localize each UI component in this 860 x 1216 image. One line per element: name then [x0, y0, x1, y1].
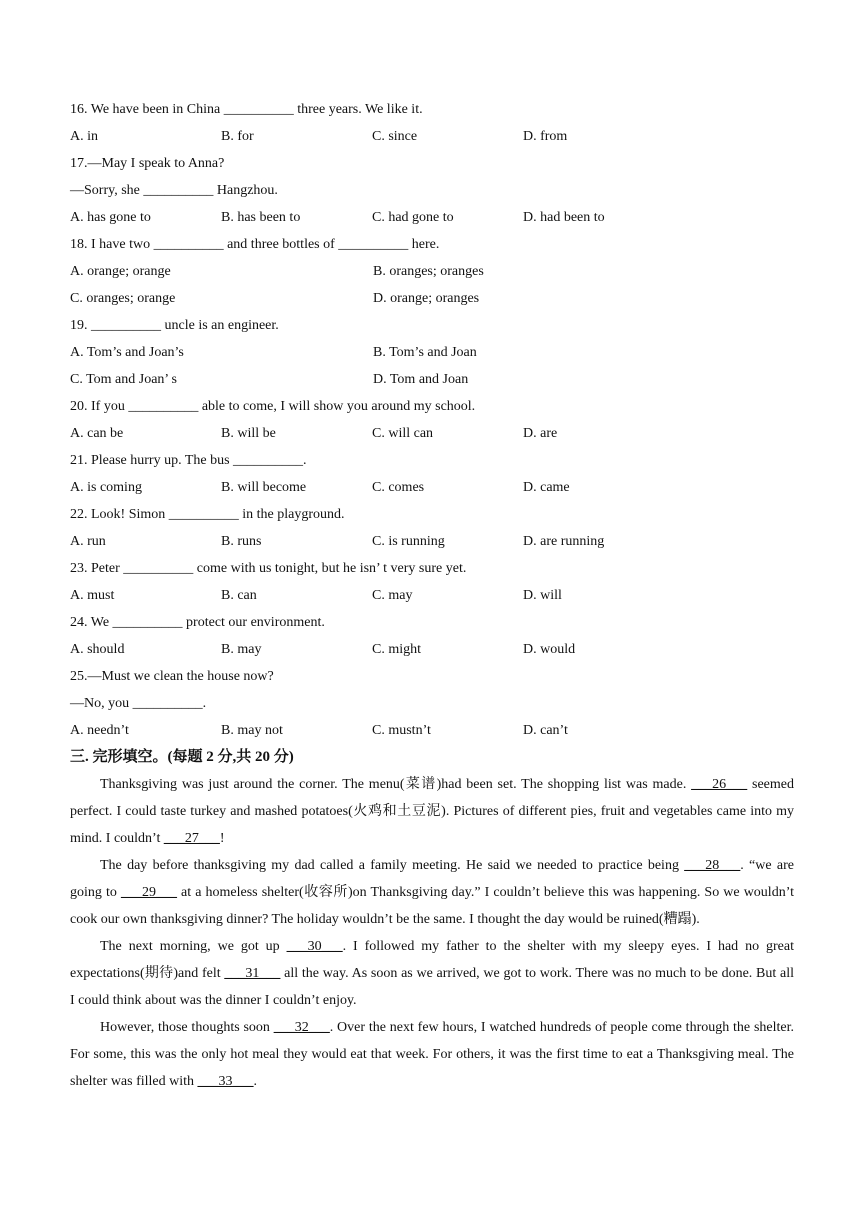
option-a[interactable]: A. is coming: [70, 480, 142, 495]
option-c[interactable]: C. will can: [372, 426, 434, 441]
paragraph-text: !: [219, 831, 225, 846]
option-a[interactable]: A. should: [70, 642, 125, 657]
options-row: [70, 204, 794, 231]
blank-33[interactable]: ___33___: [197, 1074, 254, 1089]
blank-27[interactable]: ___27___: [163, 831, 220, 846]
question-stem: 16. We have been in China __________ three years. We like it.: [70, 102, 423, 117]
option-b[interactable]: B. runs: [221, 534, 262, 549]
question-stem: 24. We __________ protect our environment.: [70, 615, 325, 630]
option-c[interactable]: C. mustn’t: [372, 723, 431, 738]
option-b[interactable]: B. may not: [221, 723, 283, 738]
question-stem-line2: —No, you __________.: [70, 696, 207, 711]
options-row: [70, 366, 794, 393]
paragraph-text: seemed perfect. I could taste turkey and mashed potatoes(火鸡和土豆泥). Pictures of different pies, fruit and vegetables came into my mind. I couldn’t: [70, 777, 794, 846]
options-row: [70, 420, 794, 447]
paragraph-text: The day before thanksgiving my dad called a family meeting. He said we needed to practice being: [100, 858, 685, 873]
option-d[interactable]: D. from: [523, 129, 568, 144]
option-c[interactable]: C. since: [372, 129, 418, 144]
options-row: [70, 258, 794, 285]
option-b[interactable]: B. will become: [221, 480, 307, 495]
blank-32[interactable]: ___32___: [273, 1020, 330, 1035]
blank-31[interactable]: ___31___: [224, 966, 281, 981]
blank-26[interactable]: ___26___: [691, 777, 748, 792]
question-stem: 22. Look! Simon __________ in the playground.: [70, 507, 345, 522]
option-a[interactable]: A. can be: [70, 426, 124, 441]
option-a[interactable]: A. run: [70, 534, 106, 549]
option-a[interactable]: A. must: [70, 588, 115, 603]
option-c[interactable]: C. Tom and Joan’ s: [70, 372, 177, 387]
question-stem: 25.—Must we clean the house now?: [70, 669, 274, 684]
question-stem: 20. If you __________ able to come, I will show you around my school.: [70, 399, 476, 414]
option-a[interactable]: A. in: [70, 129, 98, 144]
option-d[interactable]: D. orange; oranges: [373, 291, 480, 306]
question-stem-line2: —Sorry, she __________ Hangzhou.: [70, 183, 278, 198]
question-stem: 23. Peter __________ come with us tonight, but he isn’ t very sure yet.: [70, 561, 467, 576]
paragraph-text: The next morning, we got up: [100, 939, 287, 954]
blank-30[interactable]: ___30___: [286, 939, 343, 954]
option-c[interactable]: C. had gone to: [372, 210, 454, 225]
option-d[interactable]: D. had been to: [523, 210, 605, 225]
option-a[interactable]: A. has gone to: [70, 210, 151, 225]
options-row: [70, 123, 794, 150]
paragraph-text: . Over the next few hours, I watched hundreds of people come through the shelter. For some, this was the only hot meal they would eat that week. For others, it was the first time to eat a Thanksgiving meal. The shelter was filled with: [70, 1020, 795, 1089]
exam-page: [70, 96, 794, 1095]
paragraph-text: all the way. As soon as we arrived, we got to work. There was no much to be done. But all I could think about was the dinner I couldn’t enjoy.: [70, 966, 794, 1008]
options-row: [70, 339, 794, 366]
option-c[interactable]: C. is running: [372, 534, 445, 549]
option-a[interactable]: A. Tom’s and Joan’s: [70, 345, 184, 360]
option-c[interactable]: C. may: [372, 588, 413, 603]
option-d[interactable]: D. can’t: [523, 723, 568, 738]
option-a[interactable]: A. needn’t: [70, 723, 129, 738]
paragraph-text: . I followed my father to the shelter with my sleepy eyes. I had no great expectations(期待)and felt: [70, 939, 794, 981]
cloze-paragraph: [70, 852, 794, 933]
paragraph-text: . “we are going to: [70, 858, 794, 900]
paragraph-text: However, those thoughts soon: [100, 1020, 274, 1035]
option-d[interactable]: D. would: [523, 642, 576, 657]
option-d[interactable]: D. will: [523, 588, 562, 603]
option-d[interactable]: D. are running: [523, 534, 605, 549]
options-row: [70, 636, 794, 663]
option-c[interactable]: C. oranges; orange: [70, 291, 176, 306]
option-d[interactable]: D. Tom and Joan: [373, 372, 469, 387]
option-a[interactable]: A. orange; orange: [70, 264, 171, 279]
option-b[interactable]: B. for: [221, 129, 254, 144]
option-d[interactable]: D. came: [523, 480, 570, 495]
option-d[interactable]: D. are: [523, 426, 558, 441]
question-stem: 21. Please hurry up. The bus __________.: [70, 453, 307, 468]
blank-29[interactable]: ___29___: [120, 885, 177, 900]
option-b[interactable]: B. has been to: [221, 210, 301, 225]
option-c[interactable]: C. comes: [372, 480, 425, 495]
question-stem: 17.—May I speak to Anna?: [70, 156, 225, 171]
paragraph-text: at a homeless shelter(收容所)on Thanksgiving day.” I couldn’t believe this was happening. So we wouldn’t cook our own thanksgiving dinner? The holiday wouldn’t be the same. I thought the day would be ruined(糟蹋).: [70, 885, 794, 927]
section-title: 三. 完形填空。(每题 2 分,共 20 分): [70, 749, 294, 765]
option-b[interactable]: B. may: [221, 642, 262, 657]
blank-28[interactable]: ___28___: [684, 858, 741, 873]
option-b[interactable]: B. can: [221, 588, 257, 603]
option-b[interactable]: B. Tom’s and Joan: [373, 345, 477, 360]
option-b[interactable]: B. will be: [221, 426, 276, 441]
paragraph-text: Thanksgiving was just around the corner. The menu(菜谱)had been set. The shopping list was made.: [100, 777, 692, 792]
paragraph-text: .: [253, 1074, 258, 1089]
options-row: [70, 582, 794, 609]
cloze-paragraph: [70, 1014, 794, 1095]
options-row: [70, 474, 794, 501]
option-b[interactable]: B. oranges; oranges: [373, 264, 484, 279]
question-stem: 19. __________ uncle is an engineer.: [70, 318, 279, 333]
option-c[interactable]: C. might: [372, 642, 422, 657]
options-row: [70, 528, 794, 555]
options-row: [70, 717, 794, 744]
question-stem: 18. I have two __________ and three bottles of __________ here.: [70, 237, 440, 252]
cloze-paragraph: [70, 771, 794, 852]
cloze-paragraph: [70, 933, 794, 1014]
options-row: [70, 285, 794, 312]
